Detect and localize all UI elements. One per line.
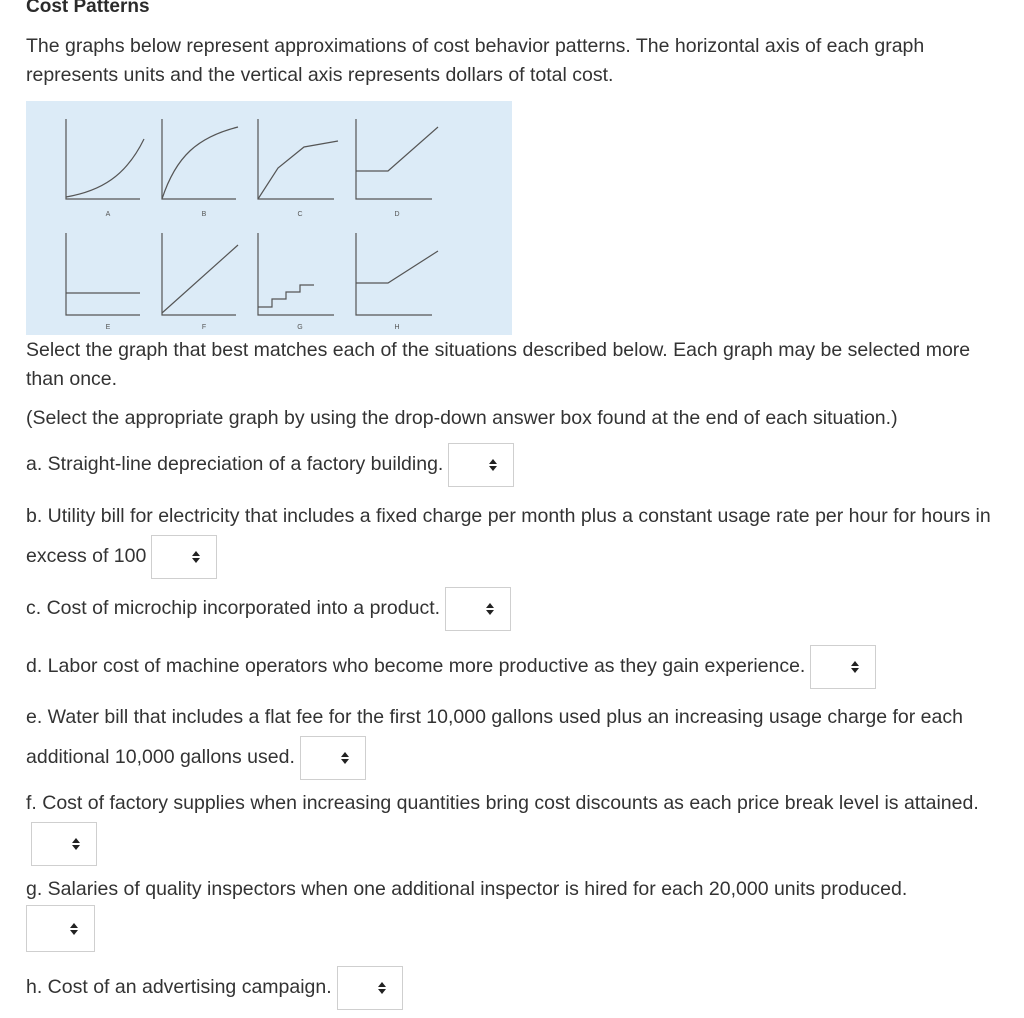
graph-b (162, 119, 238, 199)
graph-d-line (356, 127, 438, 171)
graph-d (356, 119, 438, 199)
graph-a (66, 119, 144, 199)
graph-label-c: C (297, 211, 303, 218)
select-arrows-icon (70, 923, 78, 935)
question-g (26, 870, 1001, 908)
graph-h (356, 233, 438, 315)
graph-label-g: G (297, 324, 303, 331)
instructions-select: Select the graph that best matches each of the situations described below. Each graph may be selected more than once. (26, 339, 971, 390)
answer-dropdown-f[interactable] (31, 822, 97, 866)
question-c-text: c. Cost of microchip incorporated into a product. (26, 597, 441, 620)
question-e-text: e. Water bill that includes a flat fee for the first 10,000 gallons used plus an increasing usage charge for each additional 10,000 gallons used. (26, 706, 963, 769)
question-b (26, 497, 1001, 579)
answer-dropdown-g[interactable] (26, 905, 95, 952)
graph-a-axes (66, 119, 140, 199)
question-e (26, 698, 1001, 780)
graph-a-curve (66, 139, 144, 197)
graph-c-line (258, 141, 338, 199)
instructions-note: (Select the appropriate graph by using the drop-down answer box found at the end of each situation.) (26, 407, 898, 429)
select-arrows-icon (341, 752, 349, 764)
graph-f-line (162, 245, 238, 313)
select-arrows-icon (192, 551, 200, 563)
select-arrows-icon (486, 603, 494, 615)
graph-label-d: D (394, 211, 400, 218)
graph-g-steps (258, 285, 314, 307)
graph-e (66, 233, 140, 315)
graph-h-axes (356, 233, 432, 315)
answer-dropdown-h[interactable] (337, 966, 403, 1010)
question-g-text: g. Salaries of quality inspectors when one additional inspector is hired for each 20,000 units produced. (26, 878, 908, 900)
graph-e-axes (66, 233, 140, 315)
question-d (26, 645, 1001, 689)
graph-g-axes (258, 233, 334, 315)
select-arrows-icon (489, 459, 497, 471)
question-f-text: f. Cost of factory supplies when increasing quantities bring cost discounts as each price break level is attained. (26, 792, 979, 814)
question-a-text: a. Straight-line depreciation of a factory building. (26, 453, 444, 476)
answer-dropdown-e[interactable] (300, 736, 366, 780)
graph-label-h: H (394, 324, 400, 331)
graph-c (258, 119, 338, 199)
graph-label-f: F (201, 324, 207, 331)
page-title: Cost Patterns (26, 0, 150, 17)
graph-c-axes (258, 119, 334, 199)
cost-graphs-panel (26, 101, 512, 335)
select-arrows-icon (851, 661, 859, 673)
answer-dropdown-a[interactable] (448, 443, 514, 487)
question-a (26, 443, 1001, 487)
graph-f (162, 233, 238, 315)
select-arrows-icon (72, 838, 80, 850)
graph-label-b: B (201, 211, 207, 218)
graph-h-line (356, 251, 438, 283)
question-b-text: b. Utility bill for electricity that includes a fixed charge per month plus a constant usage rate per hour for hours in excess of 100 (26, 505, 991, 568)
question-d-text: d. Labor cost of machine operators who become more productive as they gain experience. (26, 655, 806, 678)
graph-b-curve (162, 127, 238, 199)
graph-label-a: A (105, 211, 111, 218)
answer-dropdown-b[interactable] (151, 535, 217, 579)
answer-dropdown-d[interactable] (810, 645, 876, 689)
answer-dropdown-c[interactable] (445, 587, 511, 631)
question-c (26, 587, 1001, 631)
question-f (26, 784, 1001, 866)
cost-graphs-figure (26, 101, 512, 335)
question-h-text: h. Cost of an advertising campaign. (26, 976, 332, 999)
question-h (26, 966, 1001, 1010)
graph-label-e: E (105, 324, 111, 331)
select-arrows-icon (378, 982, 386, 994)
graph-d-axes (356, 119, 432, 199)
graph-g (258, 233, 334, 315)
intro-text: The graphs below represent approximations of cost behavior patterns. The horizontal axis of each graph represents units and the vertical axis represents dollars of total cost. (26, 35, 925, 86)
